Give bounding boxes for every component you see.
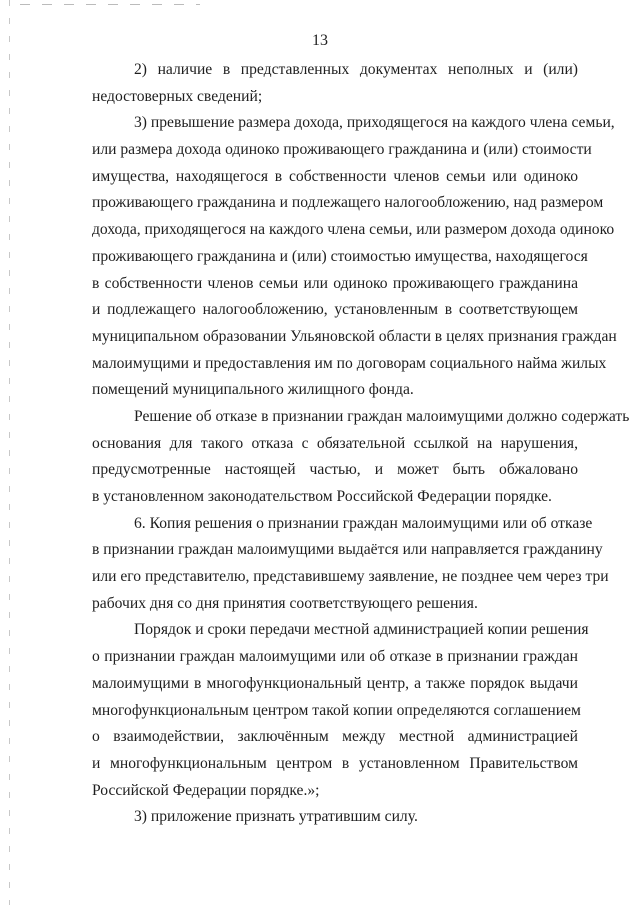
document-body xyxy=(92,57,630,831)
text-line: дохода, приходящегося на каждого члена семьи, или размером дохода одиноко xyxy=(92,221,615,239)
paragraph xyxy=(92,617,589,804)
scan-top-artifact xyxy=(20,4,200,5)
text-line: 3) приложение признать утратившим силу. xyxy=(134,808,418,826)
text-line: 6. Копия решения о признании граждан малоимущими или об отказе xyxy=(134,514,593,532)
text-line: многофункциональным центром такой копии определяются соглашением xyxy=(92,701,581,719)
text-line: или его представителю, представившему заявление, не позднее чем через три xyxy=(92,568,609,586)
text-line: 2) наличие в представленных документах неполных и (или) xyxy=(134,61,578,78)
text-line: проживающего гражданина и (или) стоимостью имущества, находящегося xyxy=(92,247,588,265)
text-line: малоимущими в многофункциональный центр, а также порядок выдачи xyxy=(92,674,578,692)
text-line: о взаимодействии, заключённым между местной администрацией xyxy=(92,728,578,746)
text-line: имущества, находящегося в собственности членов семьи или одиноко xyxy=(92,167,578,185)
paragraph xyxy=(92,110,617,404)
scan-edge-artifact xyxy=(9,0,10,905)
page-number: 13 xyxy=(312,32,328,49)
text-line: о признании граждан малоимущими или об отказе в признании граждан xyxy=(92,648,578,666)
text-line: в собственности членов семьи или одиноко проживающего гражданина xyxy=(92,274,578,292)
text-line: или размера дохода одиноко проживающего гражданина и (или) стоимости xyxy=(92,141,592,159)
paragraph xyxy=(92,404,630,511)
text-line: и многофункциональным центром в установленном Правительством xyxy=(92,754,578,772)
paragraph xyxy=(92,511,609,618)
text-line: помещений муниципального жилищного фонда. xyxy=(92,381,414,399)
text-line: в признании граждан малоимущими выдаётся или направляется гражданину xyxy=(92,541,603,559)
text-line: недостоверных сведений; xyxy=(92,87,263,105)
text-line: Российской Федерации порядке.»; xyxy=(92,781,320,799)
text-line: рабочих дня со дня принятия соответствующего решения. xyxy=(92,594,478,612)
text-line: Решение об отказе в признании граждан малоимущими должно содержать xyxy=(134,407,630,425)
text-line: и подлежащего налогообложению, установленным в соответствующем xyxy=(92,301,578,319)
text-line: основания для такого отказа с обязательной ссылкой на нарушения, xyxy=(92,434,578,452)
text-line: проживающего гражданина и подлежащего налогообложению, над размером xyxy=(92,194,604,212)
paragraph xyxy=(92,804,578,831)
paragraph xyxy=(92,57,578,110)
text-line: 3) превышение размера дохода, приходящегося на каждого члена семьи, xyxy=(134,114,615,132)
text-line: малоимущими и предоставления им по договорам социального найма жилых xyxy=(92,354,607,372)
text-line: муниципальном образовании Ульяновской области в целях признания граждан xyxy=(92,327,617,345)
text-line: в установленном законодательством Российской Федерации порядке. xyxy=(92,488,552,505)
text-line: Порядок и сроки передачи местной администрацией копии решения xyxy=(134,621,589,639)
text-line: предусмотренные настоящей частью, и может быть обжаловано xyxy=(92,461,578,479)
